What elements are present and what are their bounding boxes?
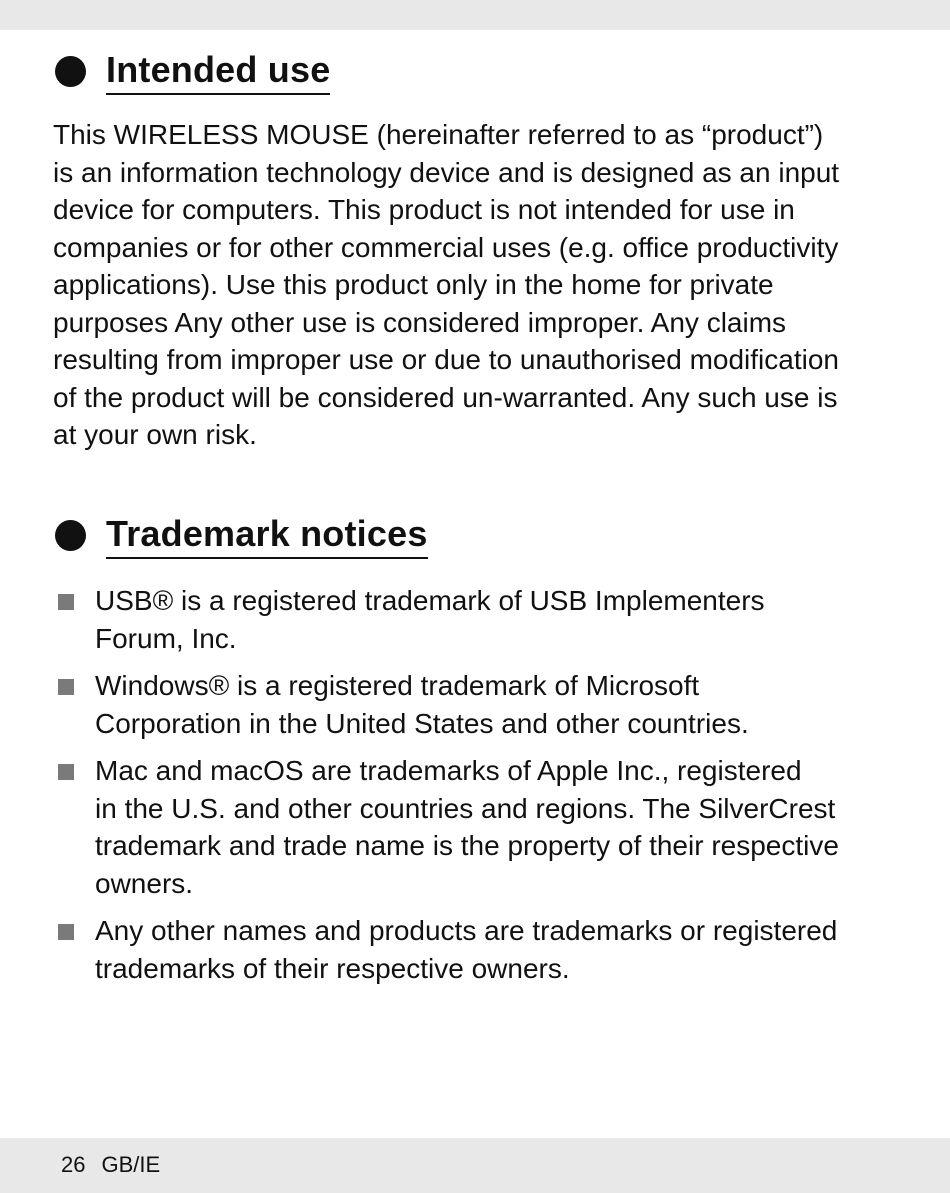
page-number: 26 [61,1152,86,1177]
bullet-dot-icon [55,56,86,87]
page-footer [61,1152,160,1178]
list-item-line: Windows® is a registered trademark of Microsoft [95,670,700,701]
paragraph-line: purposes Any other use is considered improper. Any claims [53,306,787,338]
intended-use-paragraph [53,116,903,454]
paragraph-line: This WIRELESS MOUSE (hereinafter referred to as “product”) [53,119,824,150]
square-bullet-icon [58,764,74,780]
list-item-line: Any other names and products are trademarks or registered [95,915,838,946]
paragraph-line: companies or for other commercial uses (e.g. office productivity [53,231,839,263]
bullet-dot-icon [55,520,86,551]
paragraph-line: is an information technology device and is designed as an input [53,156,840,188]
square-bullet-icon [58,924,74,940]
intended-use-heading [55,48,330,95]
list-item-line: trademarks of their respective owners. [95,952,570,984]
list-item [58,752,918,902]
paragraph-line: resulting from improper use or due to unauthorised modification [53,344,839,375]
paragraph-line: of the product will be considered un-warranted. Any such use is [53,381,838,413]
list-item-line: in the U.S. and other countries and regions. The SilverCrest [95,792,836,824]
intended-use-title: Intended use [106,48,330,95]
list-item-line: trademark and trade name is the property of their respective [95,830,839,861]
list-item [58,582,918,657]
list-item-line: Forum, Inc. [95,622,237,654]
paragraph-line: device for computers. This product is not intended for use in [53,194,795,225]
list-item-line: owners. [95,867,194,899]
square-bullet-icon [58,679,74,695]
trademark-list [58,582,918,997]
paragraph-line: at your own risk. [53,419,257,450]
list-item [58,912,918,987]
top-margin-band [0,0,950,30]
list-item-line: Mac and macOS are trademarks of Apple Inc., registered [95,755,802,786]
region-code: GB/IE [101,1152,161,1177]
list-item-line: Corporation in the United States and other countries. [95,707,749,739]
list-item [58,667,918,742]
list-item-line: USB® is a registered trademark of USB Implementers [95,585,765,616]
trademark-notices-heading [55,512,428,559]
paragraph-line: applications). Use this product only in the home for private [53,269,774,300]
trademark-notices-title: Trademark notices [106,512,428,559]
square-bullet-icon [58,594,74,610]
